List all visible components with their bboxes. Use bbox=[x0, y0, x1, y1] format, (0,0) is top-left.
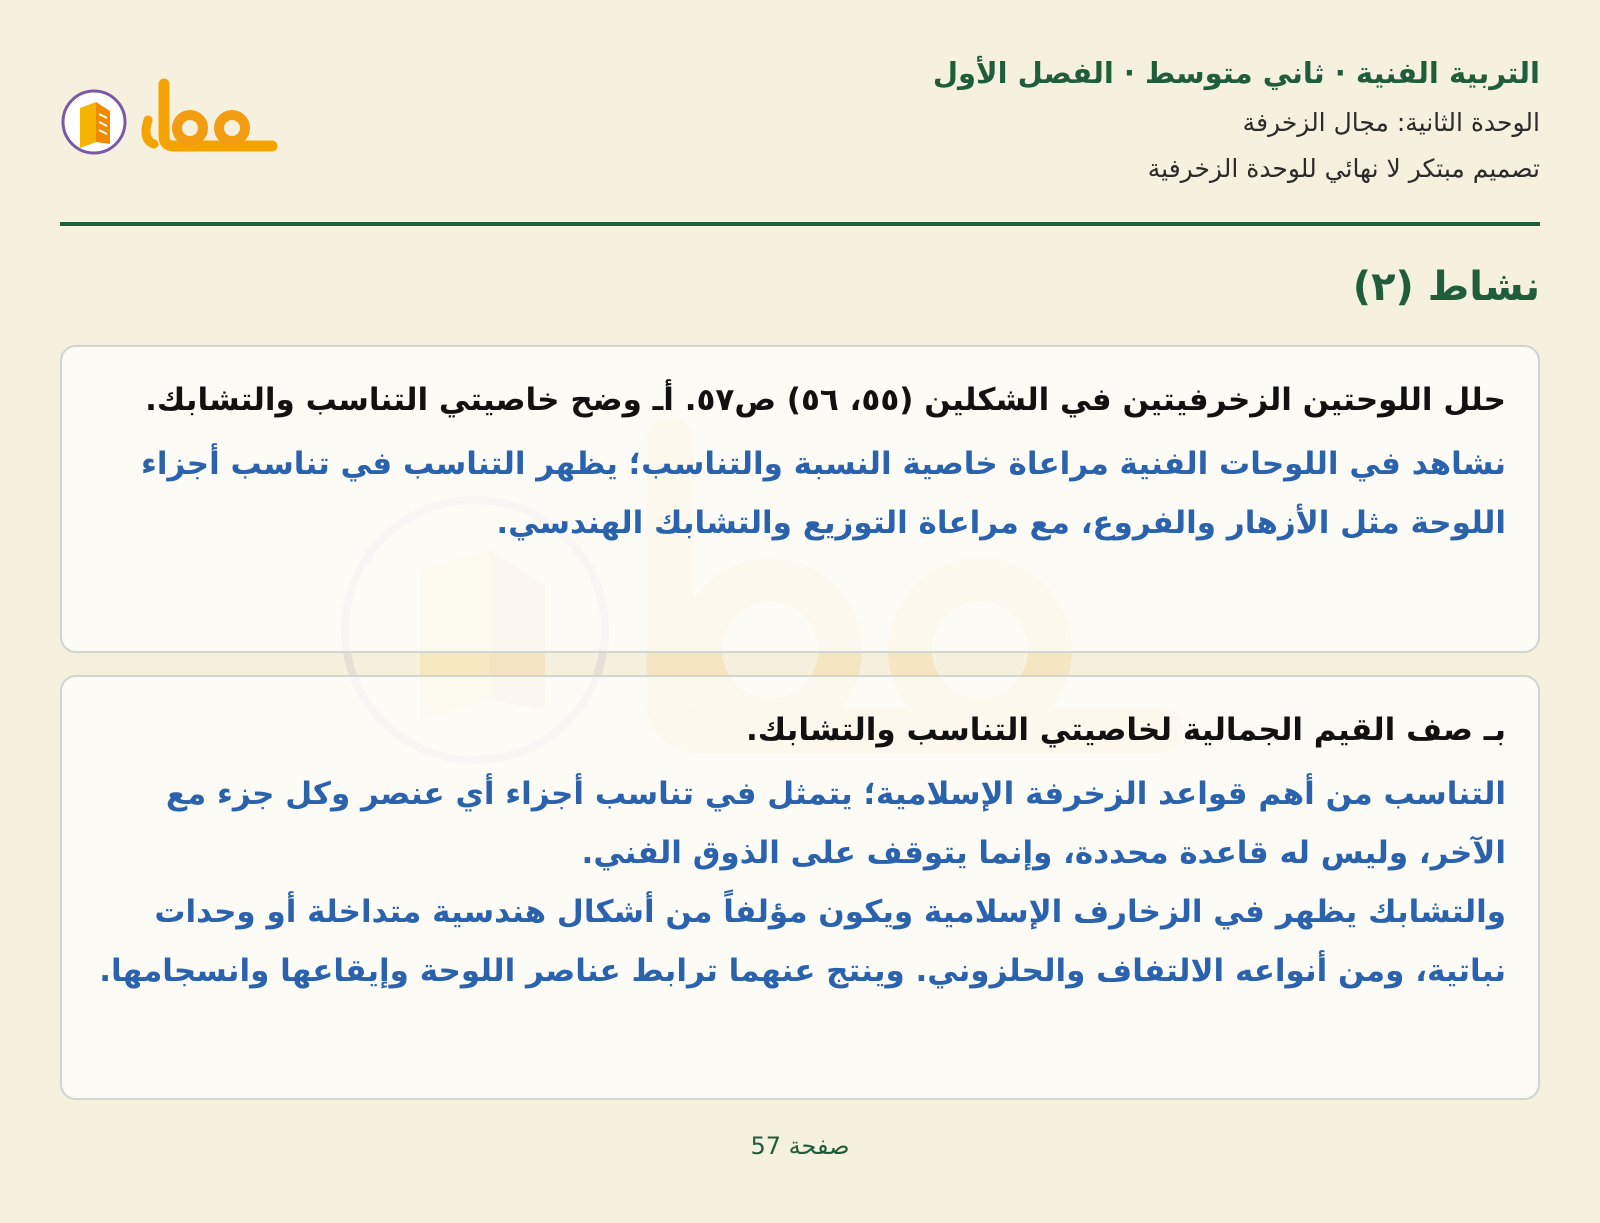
subject-title: التربية الفنية · ثاني متوسط · الفصل الأول bbox=[932, 56, 1540, 90]
activity-heading: نشاط (٢) bbox=[1352, 264, 1540, 310]
page-header bbox=[60, 50, 1540, 226]
answer-text: نشاهد في اللوحات الفنية مراعاة خاصية النسبة والتناسب؛ يظهر التناسب في تناسب أجزاء اللوحة مثل الأزهار والفروع، مع مراعاة التوزيع والتشابك الهندسي. bbox=[140, 446, 1506, 541]
logo-wordmark bbox=[146, 84, 272, 146]
question-card-b bbox=[60, 675, 1540, 1100]
question-card-a bbox=[60, 345, 1540, 653]
page-number: صفحة 57 bbox=[750, 1132, 850, 1160]
answer-text-interlacing: والتشابك يظهر في الزخارف الإسلامية ويكون مؤلفاً من أشكال هندسية متداخلة أو وحدات نباتية، ومن أنواعه الالتفاف والحلزوني. وينتج عنهما ترابط عناصر اللوحة وإيقاعها وانسجامها. bbox=[99, 894, 1506, 989]
header-text-block bbox=[933, 55, 1540, 197]
book-icon bbox=[63, 91, 125, 153]
question-text: بـ صف القيم الجمالية لخاصيتي التناسب والتشابك. bbox=[746, 712, 1506, 748]
unit-title: الوحدة الثانية: مجال الزخرفة bbox=[1242, 108, 1540, 137]
hulul-logo bbox=[60, 78, 280, 162]
lesson-title: تصميم مبتكر لا نهائي للوحدة الزخرفية bbox=[1147, 154, 1540, 183]
question-text: حلل اللوحتين الزخرفيتين في الشكلين (٥٥، ٥٦) ص٥٧. أـ وضح خاصيتي التناسب والتشابك. bbox=[145, 382, 1506, 418]
answer-text-proportion: التناسب من أهم قواعد الزخرفة الإسلامية؛ يتمثل في تناسب أجزاء أي عنصر وكل جزء مع الآخر، وليس له قاعدة محددة، وإنما يتوقف على الذوق الفني. bbox=[165, 776, 1506, 871]
